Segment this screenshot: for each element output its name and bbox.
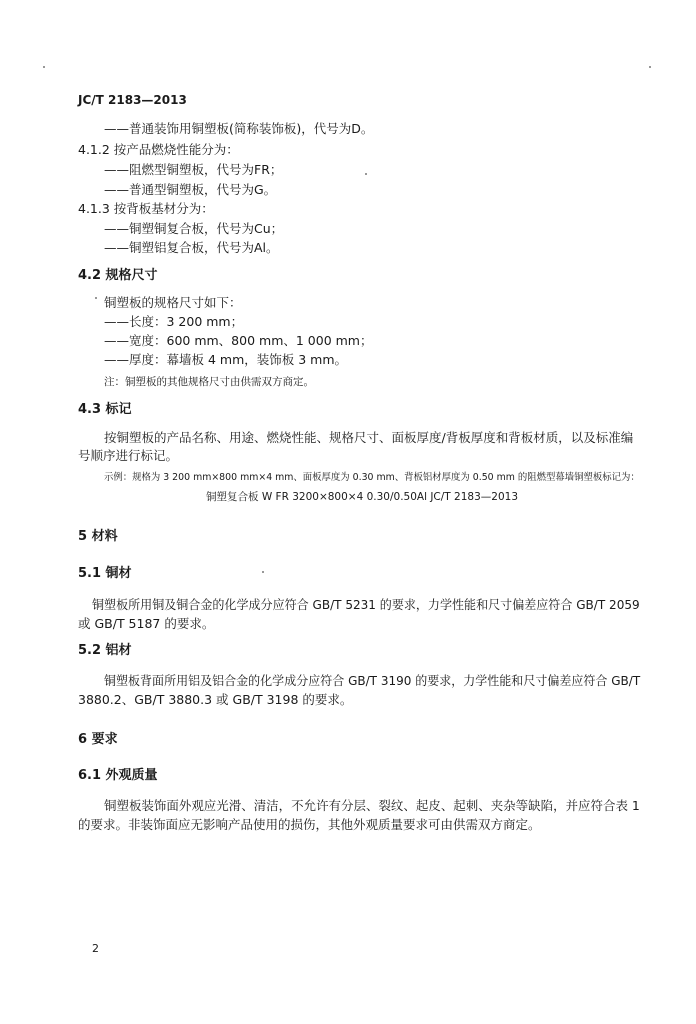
section-heading: 6 要求	[78, 732, 118, 747]
list-item: ——长度：3 200 mm；	[104, 314, 244, 329]
paragraph: 按铜塑板的产品名称、用途、燃烧性能、规格尺寸、面板厚度/背板厚度和背板材质，以及标准编	[104, 430, 634, 445]
paragraph: 铜塑板背面所用铝及铝合金的化学成分应符合 GB/T 3190 的要求，力学性能和尺寸偏差应符合 GB/T	[104, 673, 641, 688]
section-heading: 5.2 铝材	[78, 643, 132, 658]
paragraph: 铜塑板所用铜及铜合金的化学成分应符合 GB/T 5231 的要求，力学性能和尺寸偏差应符合 GB/T 2059	[92, 597, 640, 612]
list-item: ——普通型铜塑板，代号为G。	[104, 182, 277, 197]
section-heading: 4.3 标记	[78, 402, 132, 417]
subsection-heading: 4.1.2 按产品燃烧性能分为：	[78, 142, 239, 157]
section-heading: 6.1 外观质量	[78, 768, 158, 783]
section-heading: 5 材料	[78, 529, 118, 544]
note: 注：铜塑板的其他规格尺寸由供需双方商定。	[104, 376, 314, 388]
paragraph: 或 GB/T 5187 的要求。	[78, 616, 215, 631]
scan-speck	[365, 173, 367, 175]
section-heading: 5.1 铜材	[78, 566, 132, 581]
page-number: 2	[92, 942, 99, 955]
paragraph: 铜塑板的规格尺寸如下：	[104, 295, 242, 310]
subsection-heading: 4.1.3 按背板基材分为：	[78, 201, 214, 216]
paragraph: 的要求。非装饰面应无影响产品使用的损伤，其他外观质量要求可由供需双方商定。	[78, 817, 541, 832]
document-code-header: JC/T 2183—2013	[78, 93, 187, 107]
paragraph: 号顺序进行标记。	[78, 448, 179, 463]
list-item: ——厚度：幕墙板 4 mm，装饰板 3 mm。	[104, 352, 348, 367]
list-item: ——铜塑铜复合板，代号为Cu；	[104, 221, 284, 236]
scan-speck	[262, 571, 264, 573]
scan-speck	[649, 66, 651, 68]
list-item: ——铜塑铝复合板，代号为Al。	[104, 240, 279, 255]
paragraph: 3880.2、GB/T 3880.3 或 GB/T 3198 的要求。	[78, 692, 353, 707]
section-heading: 4.2 规格尺寸	[78, 268, 158, 283]
scan-speck	[95, 297, 97, 299]
list-item: ——宽度：600 mm、800 mm、1 000 mm；	[104, 333, 373, 348]
list-item: ——普通装饰用铜塑板(简称装饰板)，代号为D。	[104, 121, 374, 136]
scan-speck	[43, 66, 45, 68]
example-text: 示例：规格为 3 200 mm×800 mm×4 mm、面板厚度为 0.30 mm、背板铝材厚度为 0.50 mm 的阻燃型幕墙铜塑板标记为：	[104, 472, 640, 483]
example-marking: 铜塑复合板 W FR 3200×800×4 0.30/0.50Al JC/T 2183—2013	[206, 491, 519, 503]
list-item: ——阻燃型铜塑板，代号为FR；	[104, 162, 283, 177]
paragraph: 铜塑板装饰面外观应光滑、清洁，不允许有分层、裂纹、起皮、起刺、夹杂等缺陷，并应符合表 1	[104, 798, 640, 813]
